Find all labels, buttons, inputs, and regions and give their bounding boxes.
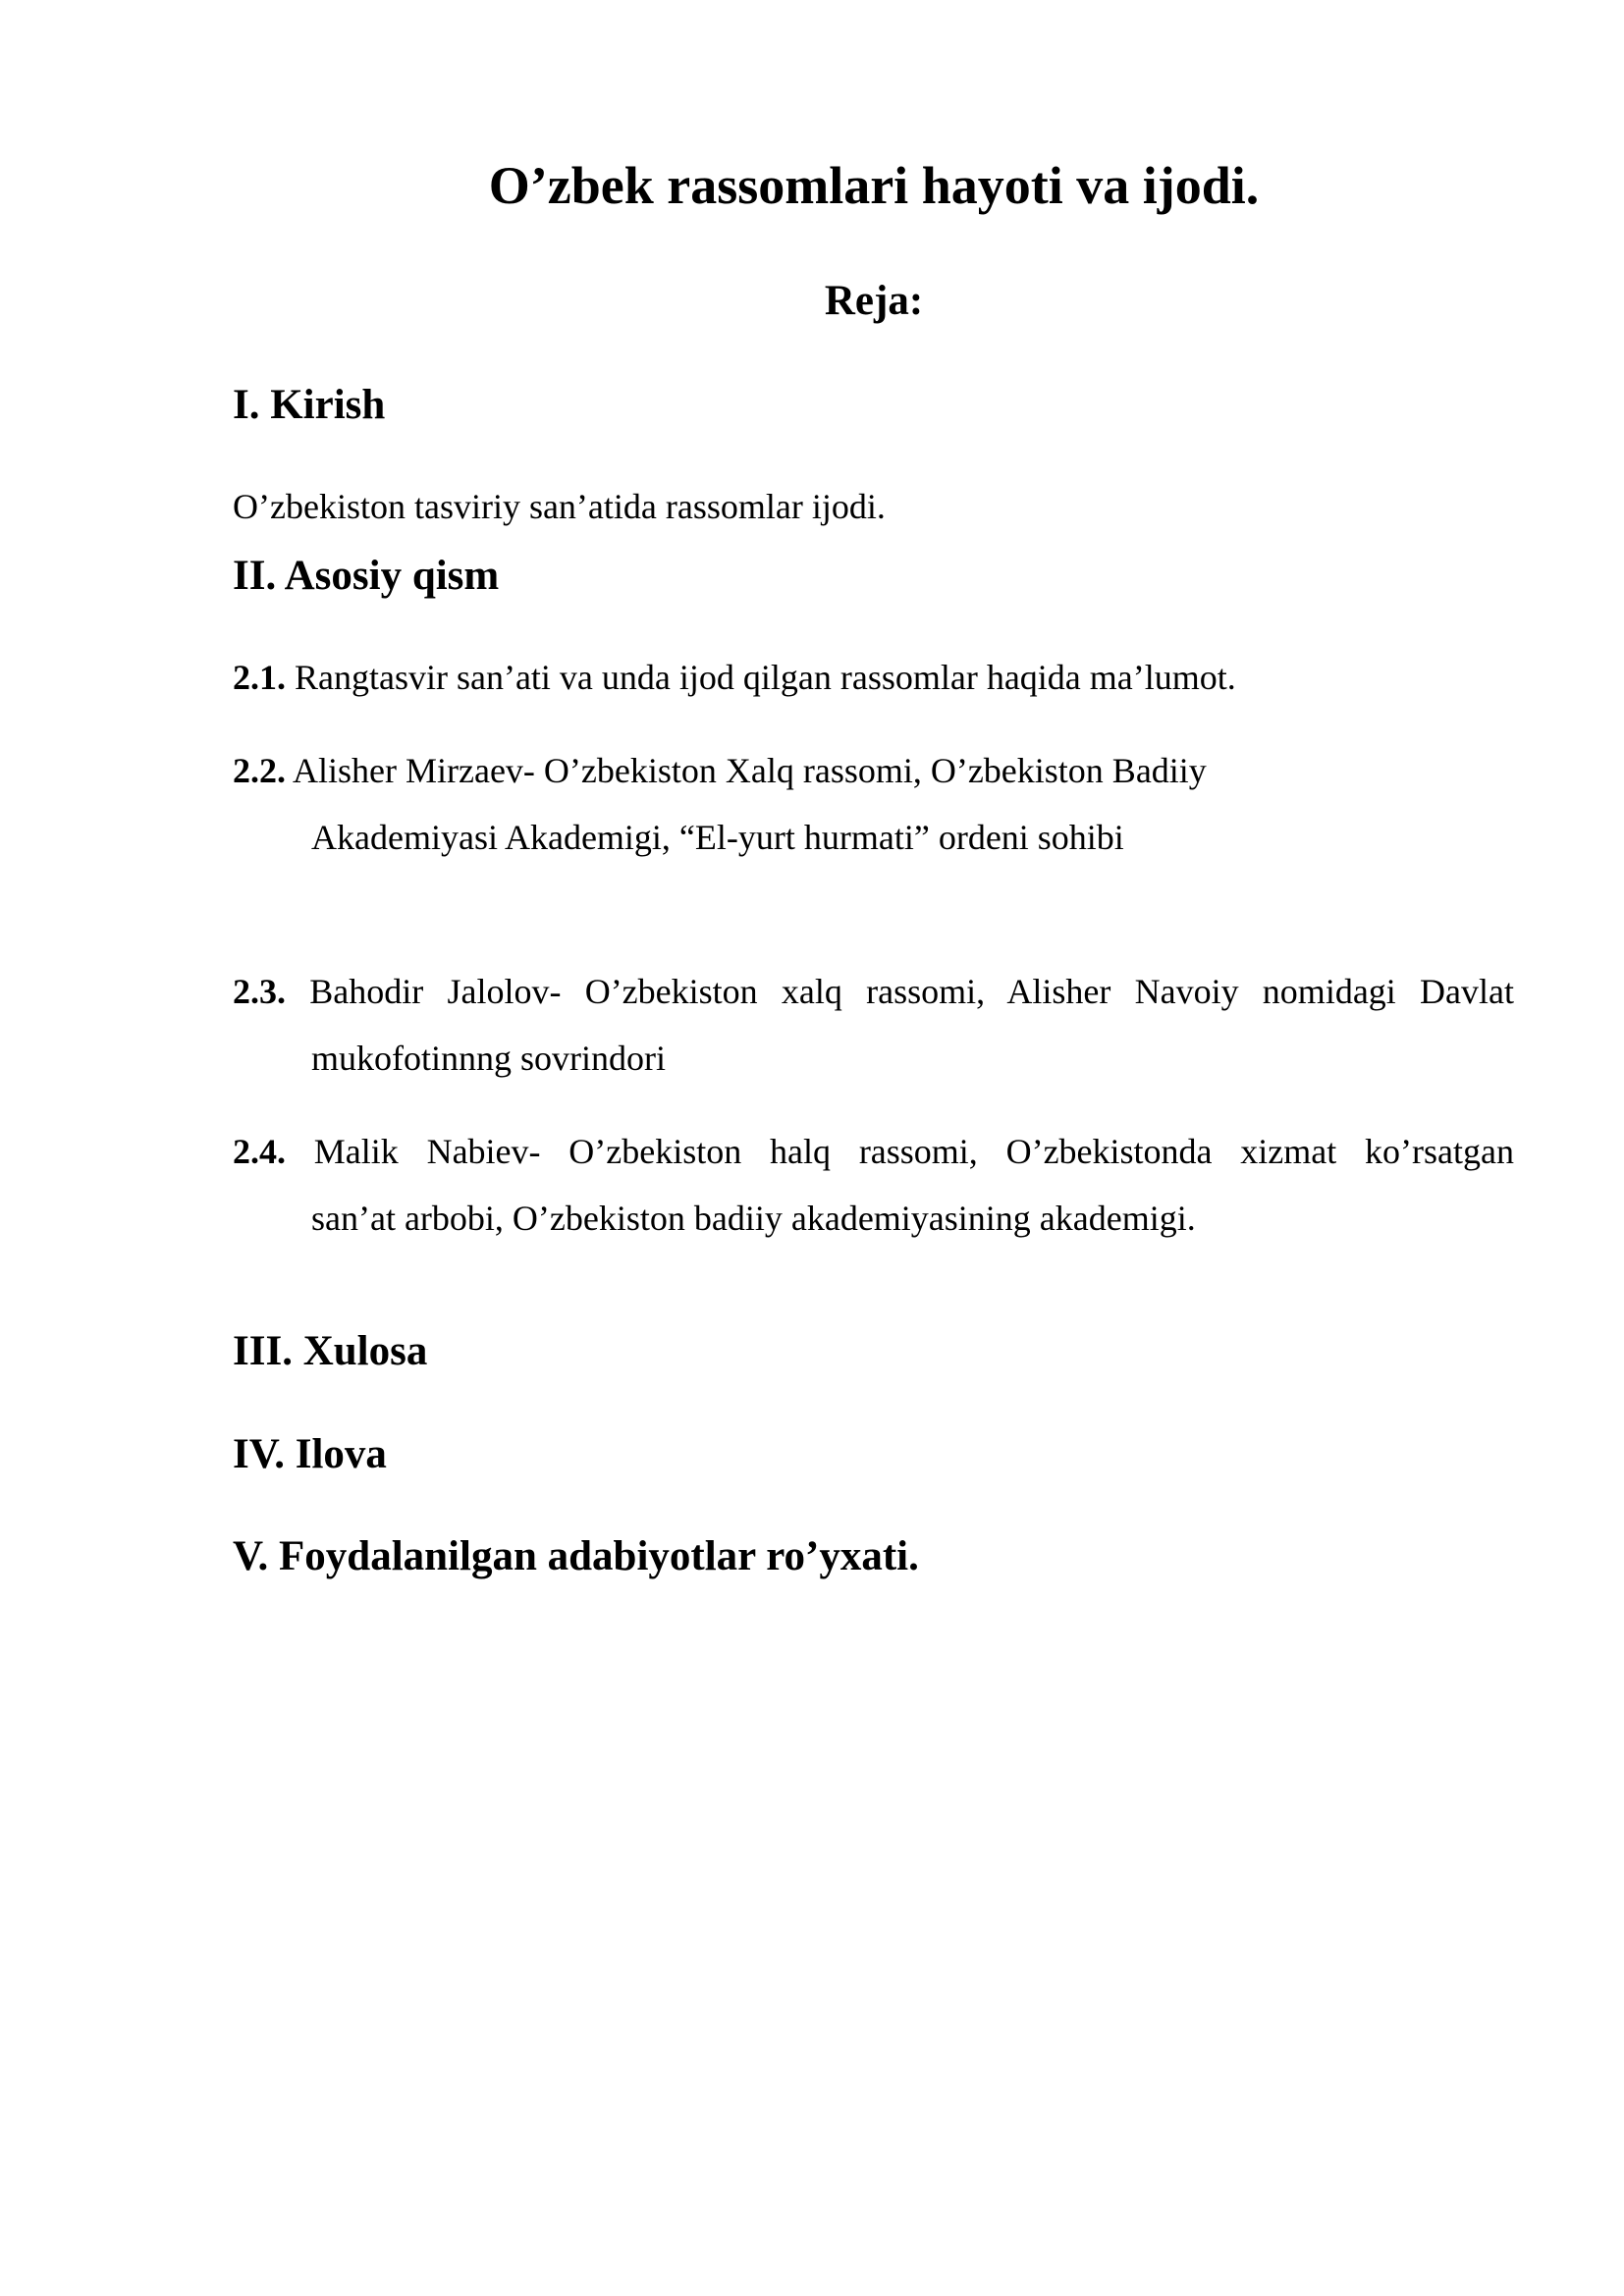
plan-item-2-4 bbox=[233, 1118, 1514, 1252]
plan-item-number: 2.1. bbox=[233, 658, 286, 697]
section-heading-references: V. Foydalanilgan adabiyotlar ro’yxati. bbox=[233, 1533, 919, 1579]
plan-item-text-continued: mukofotinnng sovrindori bbox=[311, 1039, 666, 1078]
plan-item-number: 2.2. bbox=[233, 751, 286, 790]
plan-item-text-continued: san’at arbobi, O’zbekiston badiiy akademiyasining akademigi. bbox=[311, 1199, 1196, 1238]
section-heading-appendix: IV. Ilova bbox=[233, 1431, 387, 1477]
introduction-text: O’zbekiston tasviriy san’atida rassomlar ijodi. bbox=[233, 487, 886, 526]
document-title: O’zbek rassomlari hayoti va ijodi. bbox=[488, 156, 1260, 215]
section-heading-main: II. Asosiy qism bbox=[233, 553, 500, 599]
plan-item-number: 2.3. bbox=[233, 972, 286, 1011]
plan-item-text: Malik Nabiev- O’zbekiston halq rassomi, O’zbekistonda xizmat ko’rsatgan bbox=[313, 1132, 1515, 1171]
plan-item-2-3 bbox=[233, 958, 1514, 1092]
plan-item-text: Rangtasvir san’ati va unda ijod qilgan rassomlar haqida ma’lumot. bbox=[295, 658, 1236, 697]
section-heading-conclusion: III. Xulosa bbox=[233, 1328, 428, 1374]
plan-item-text: Alisher Mirzaev- O’zbekiston Xalq rassomi, O’zbekiston Badiiy bbox=[293, 751, 1207, 790]
plan-item-text: Bahodir Jalolov- O’zbekiston xalq rassomi, Alisher Navoiy nomidagi Davlat bbox=[309, 972, 1514, 1011]
plan-heading: Reja: bbox=[824, 278, 924, 324]
section-heading-introduction: I. Kirish bbox=[233, 382, 386, 428]
plan-item-2-2 bbox=[233, 737, 1514, 871]
plan-item-text-continued: Akademiyasi Akademigi, “El-yurt hurmati” ordeni sohibi bbox=[311, 818, 1124, 857]
plan-item-number: 2.4. bbox=[233, 1132, 286, 1171]
plan-item-2-1 bbox=[233, 644, 1514, 711]
